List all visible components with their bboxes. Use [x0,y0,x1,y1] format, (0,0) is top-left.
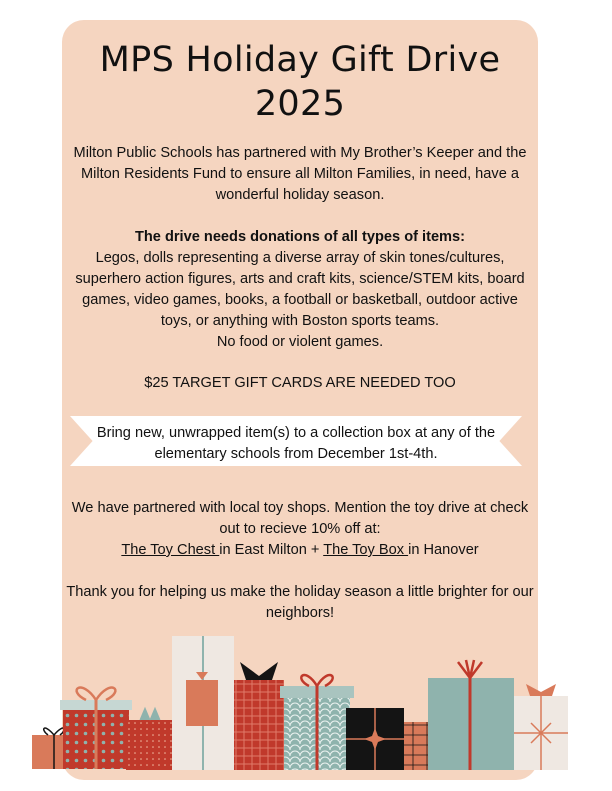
needs-list [66,248,534,353]
shops-line [66,540,534,561]
toy-box-location: in Hanover [408,542,479,558]
needs-heading: The drive needs donations of all types of items: [134,229,466,245]
intro-paragraph: Milton Public Schools has partnered with My Brother’s Keeper and the Milton Residents Fund to ensure all Milton Families, in need, have a wonderful holiday season. [73,145,527,203]
gift-box-teal-tall [428,660,514,770]
gift-box-cream-right [514,684,568,770]
needs-note: No food or violent games. [216,334,384,350]
title-line-2: 2025 [254,84,346,124]
gift-box-tall-cream [172,636,234,770]
toy-box-link[interactable]: The Toy Box [323,542,409,558]
gift-card-note: $25 TARGET GIFT CARDS ARE NEEDED TOO [144,375,456,391]
toy-chest-link[interactable]: The Toy Chest [121,542,220,558]
needs-body: Legos, dolls representing a diverse array of skin tones/cultures, superhero action figures, arts and craft kits, science/STEM kits, board games, video games, books, a football or basketball, outdoor active toys, or anything with Boston sports teams. [75,250,525,329]
partner-paragraph: We have partnered with local toy shops. Mention the toy drive at check out to recieve 10% off at: [71,500,529,537]
title-line-1: MPS Holiday Gift Drive [99,40,501,80]
gift-box-red-pattern [234,662,284,770]
flyer-title [62,38,538,126]
gift-boxes-illustration [0,600,612,791]
gift-box-teal-scale [280,675,354,770]
gift-box-dotted [60,688,132,769]
toy-chest-location: in East Milton + [219,542,324,558]
thanks-paragraph: Thank you for helping us make the holiday season a little brighter for our neighbors! [66,584,534,621]
banner-text: Bring new, unwrapped item(s) to a collection box at any of the elementary schools from December 1st-4th. [96,425,496,462]
gift-box-black [346,708,404,770]
